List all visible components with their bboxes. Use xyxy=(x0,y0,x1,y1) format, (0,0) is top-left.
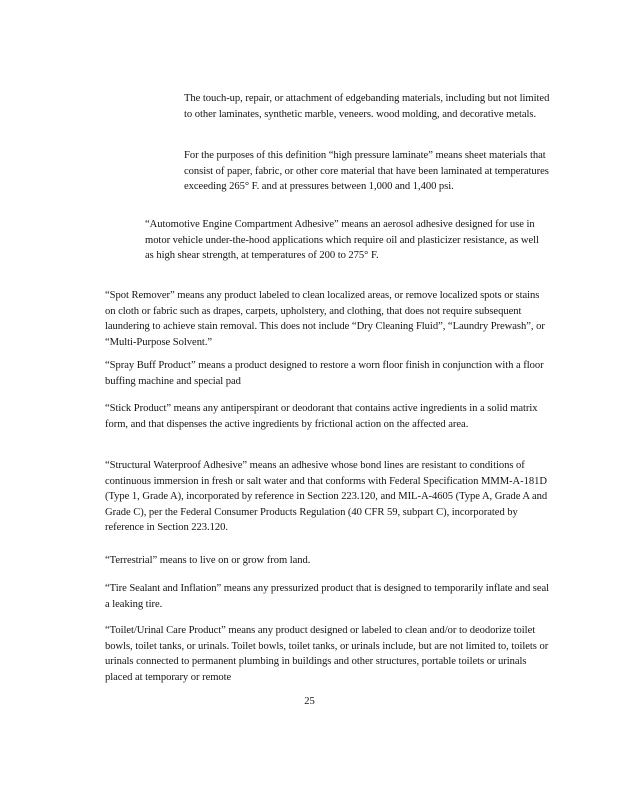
paragraph-spot-remover: “Spot Remover” means any product labeled to clean localized areas, or remove localized spots or stains on cloth or fabric such as drapes, carpets, upholstery, and clothing, that does not require subsequent laundering to achieve stain removal. This does not include “Dry Cleaning Fluid”, “Laundry Prewash”, or “Multi-Purpose Solvent.” xyxy=(105,290,545,348)
paragraph-spray-buff-product: “Spray Buff Product” means a product designed to restore a worn floor finish in conjunction with a floor buffing machine and special pad xyxy=(105,360,544,387)
paragraph-automotive-engine-compartment-adhesive: “Automotive Engine Compartment Adhesive” means an aerosol adhesive designed for use in motor vehicle under-the-hood applications which require oil and plasticizer resistance, as well as high shear strength, at temperatures of 200 to 275° F. xyxy=(145,219,539,261)
page-number: 25 xyxy=(304,696,315,707)
paragraph-high-pressure-laminate: For the purposes of this definition “high pressure laminate” means sheet materials that consist of paper, fabric, or other core material that have been laminated at temperatures exceeding 265° F. and at pressures between 1,000 and 1,400 psi. xyxy=(184,150,549,192)
paragraph-tire-sealant-and-inflation: “Tire Sealant and Inflation” means any pressurized product that is designed to temporarily inflate and seal a leaking tire. xyxy=(105,583,550,610)
paragraph-edgebanding: The touch-up, repair, or attachment of edgebanding materials, including but not limited to other laminates, synthetic marble, veneers. wood molding, and decorative metals. xyxy=(184,93,550,120)
paragraph-toilet-urinal-care-product: “Toilet/Urinal Care Product” means any product designed or labeled to clean and/or to deodorize toilet bowls, toilet tanks, or urinals. Toilet bowls, toilet tanks, or urinals include, but are not limited to, toilets or urinals connected to permanent plumbing in buildings and other structures, portable toilets or urinals placed at temporary or remote xyxy=(105,625,549,683)
paragraph-structural-waterproof-adhesive: “Structural Waterproof Adhesive” means an adhesive whose bond lines are resistant to conditions of continuous immersion in fresh or salt water and that conforms with Federal Specification MMM-A-181D (Type 1, Grade A), incorporated by reference in Section 223.120, and MIL-A-4605 (Type A, Grade A and Grade C), per the Federal Consumer Products Regulation (40 CFR 59, subpart C), incorporated by reference in Section 223.120. xyxy=(105,460,548,533)
paragraph-stick-product: “Stick Product” means any antiperspirant or deodorant that contains active ingredients in a solid matrix form, and that dispenses the active ingredients by frictional action on the affected area. xyxy=(105,403,538,430)
paragraph-terrestrial: “Terrestrial” means to live on or grow from land. xyxy=(105,555,311,566)
